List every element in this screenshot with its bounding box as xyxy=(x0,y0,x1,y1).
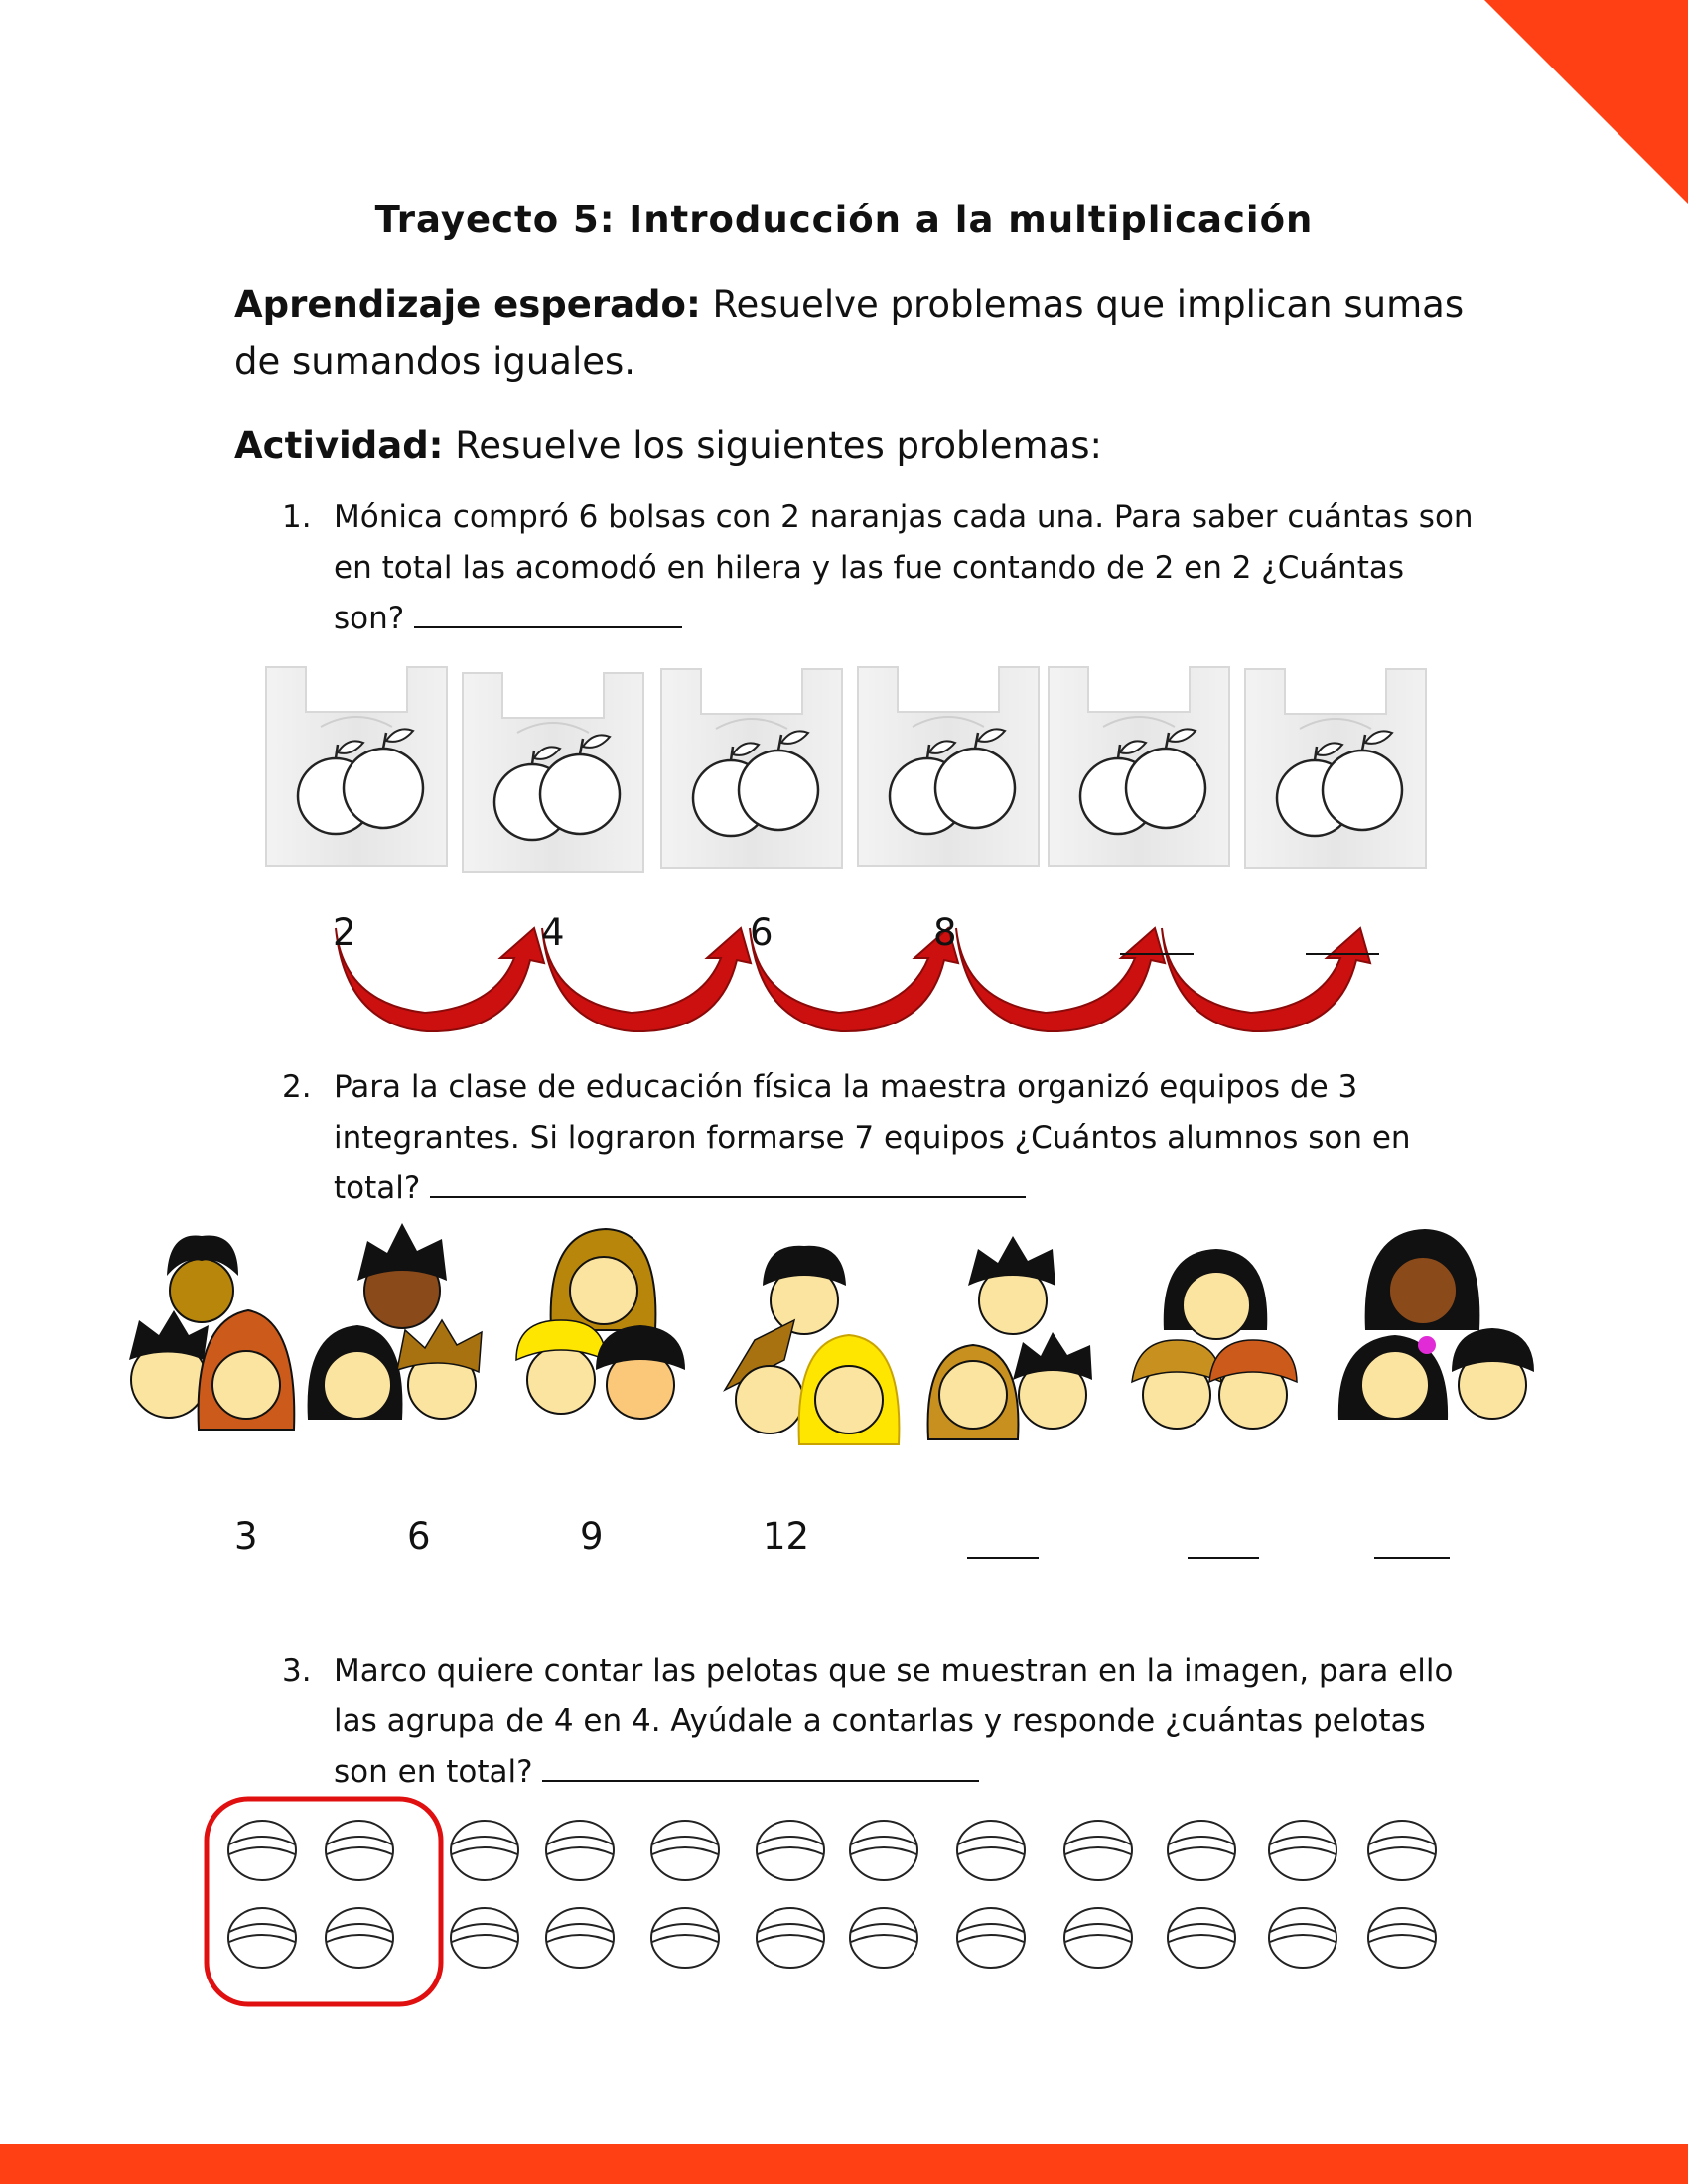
problem-text: Para la clase de educación física la maestra organizó equipos de 3 integrantes. Si lograron formarse 7 equipos ¿Cuántos alumnos son en total? xyxy=(334,1069,1411,1206)
sequence-value: 9 xyxy=(580,1515,604,1558)
problem-number: 2. xyxy=(282,1069,312,1105)
ball-icon xyxy=(651,1908,719,1968)
team-group xyxy=(1338,1229,1534,1420)
ball-icon xyxy=(957,1821,1025,1880)
jump-arrow xyxy=(542,928,751,1031)
learning-text: Resuelve problemas que implican sumas de sumandos iguales. xyxy=(234,283,1465,383)
bag-image xyxy=(858,667,1039,866)
sequence-blank[interactable] xyxy=(1120,953,1194,955)
ball-icon xyxy=(1168,1908,1235,1968)
bag-image xyxy=(463,673,643,872)
jump-arrow xyxy=(750,928,958,1031)
ball-icon xyxy=(1368,1908,1436,1968)
sequence-value: 8 xyxy=(933,911,957,954)
problem-text: Mónica compró 6 bolsas con 2 naranjas cada una. Para saber cuántas son en total las acomodó en hilera y las fue contando de 2 en 2 ¿Cuántas son? xyxy=(334,499,1474,636)
bag-image xyxy=(1049,667,1229,866)
bag-image xyxy=(661,669,842,868)
sequence-value: 12 xyxy=(763,1515,810,1558)
ball-icon xyxy=(850,1908,917,1968)
team-group xyxy=(928,1236,1092,1439)
problem-2 xyxy=(282,1062,1474,1214)
sequence-value: 3 xyxy=(234,1515,258,1558)
jump-arrows xyxy=(336,928,1370,1031)
ball-icon xyxy=(1269,1821,1336,1880)
learning-label: Aprendizaje esperado: xyxy=(234,283,701,326)
answer-blank[interactable] xyxy=(430,1166,1026,1198)
page-title: Trayecto 5: Introducción a la multiplicación xyxy=(374,199,1314,241)
bags-row xyxy=(266,667,1426,872)
jump-arrow xyxy=(1162,928,1370,1031)
sequence-value: 4 xyxy=(541,911,565,954)
team-group xyxy=(129,1236,294,1431)
ball-icon xyxy=(546,1821,614,1880)
balls-grid xyxy=(207,1799,1436,2004)
jump-arrow xyxy=(956,928,1165,1031)
sequence-blank[interactable] xyxy=(1188,1557,1259,1559)
team-group xyxy=(516,1229,685,1419)
ball-icon xyxy=(651,1821,719,1880)
ball-icon xyxy=(228,1908,296,1968)
ball-icon xyxy=(1168,1821,1235,1880)
ball-icon xyxy=(228,1821,296,1880)
problem-number: 1. xyxy=(282,499,312,535)
activity-label: Actividad: xyxy=(234,424,444,467)
team-group xyxy=(725,1246,899,1444)
ball-icon xyxy=(1064,1821,1132,1880)
activity-text: Resuelve los siguientes problemas: xyxy=(455,424,1103,467)
ball-icon xyxy=(850,1821,917,1880)
ball-icon xyxy=(1269,1908,1336,1968)
teams-row xyxy=(129,1223,1534,1444)
sequence-value: 6 xyxy=(750,911,774,954)
bag-image xyxy=(266,667,447,866)
ball-icon xyxy=(957,1908,1025,1968)
ball-icon xyxy=(1064,1908,1132,1968)
sequence-value: 2 xyxy=(333,911,356,954)
team-group xyxy=(308,1223,482,1420)
ball-icon xyxy=(326,1908,393,1968)
sequence-blank[interactable] xyxy=(1306,953,1379,955)
ball-icon xyxy=(546,1908,614,1968)
sequence-blank[interactable] xyxy=(967,1557,1039,1559)
sequence-value: 6 xyxy=(407,1515,431,1558)
problem-3 xyxy=(282,1646,1474,1798)
problem-number: 3. xyxy=(282,1653,312,1689)
ball-icon xyxy=(1368,1821,1436,1880)
problem-text: Marco quiere contar las pelotas que se muestran en la imagen, para ello las agrupa de 4 en 4. Ayúdale a contarlas y responde ¿cuántas pelotas son en total? xyxy=(334,1653,1454,1790)
ball-icon xyxy=(757,1908,824,1968)
ball-icon xyxy=(451,1908,518,1968)
answer-blank[interactable] xyxy=(542,1750,979,1782)
bag-image xyxy=(1245,669,1426,868)
ball-icon xyxy=(757,1821,824,1880)
ball-icon xyxy=(451,1821,518,1880)
sequence-blank[interactable] xyxy=(1374,1557,1450,1559)
ball-icon xyxy=(326,1821,393,1880)
team-group xyxy=(1132,1249,1297,1429)
jump-arrow xyxy=(336,928,544,1031)
